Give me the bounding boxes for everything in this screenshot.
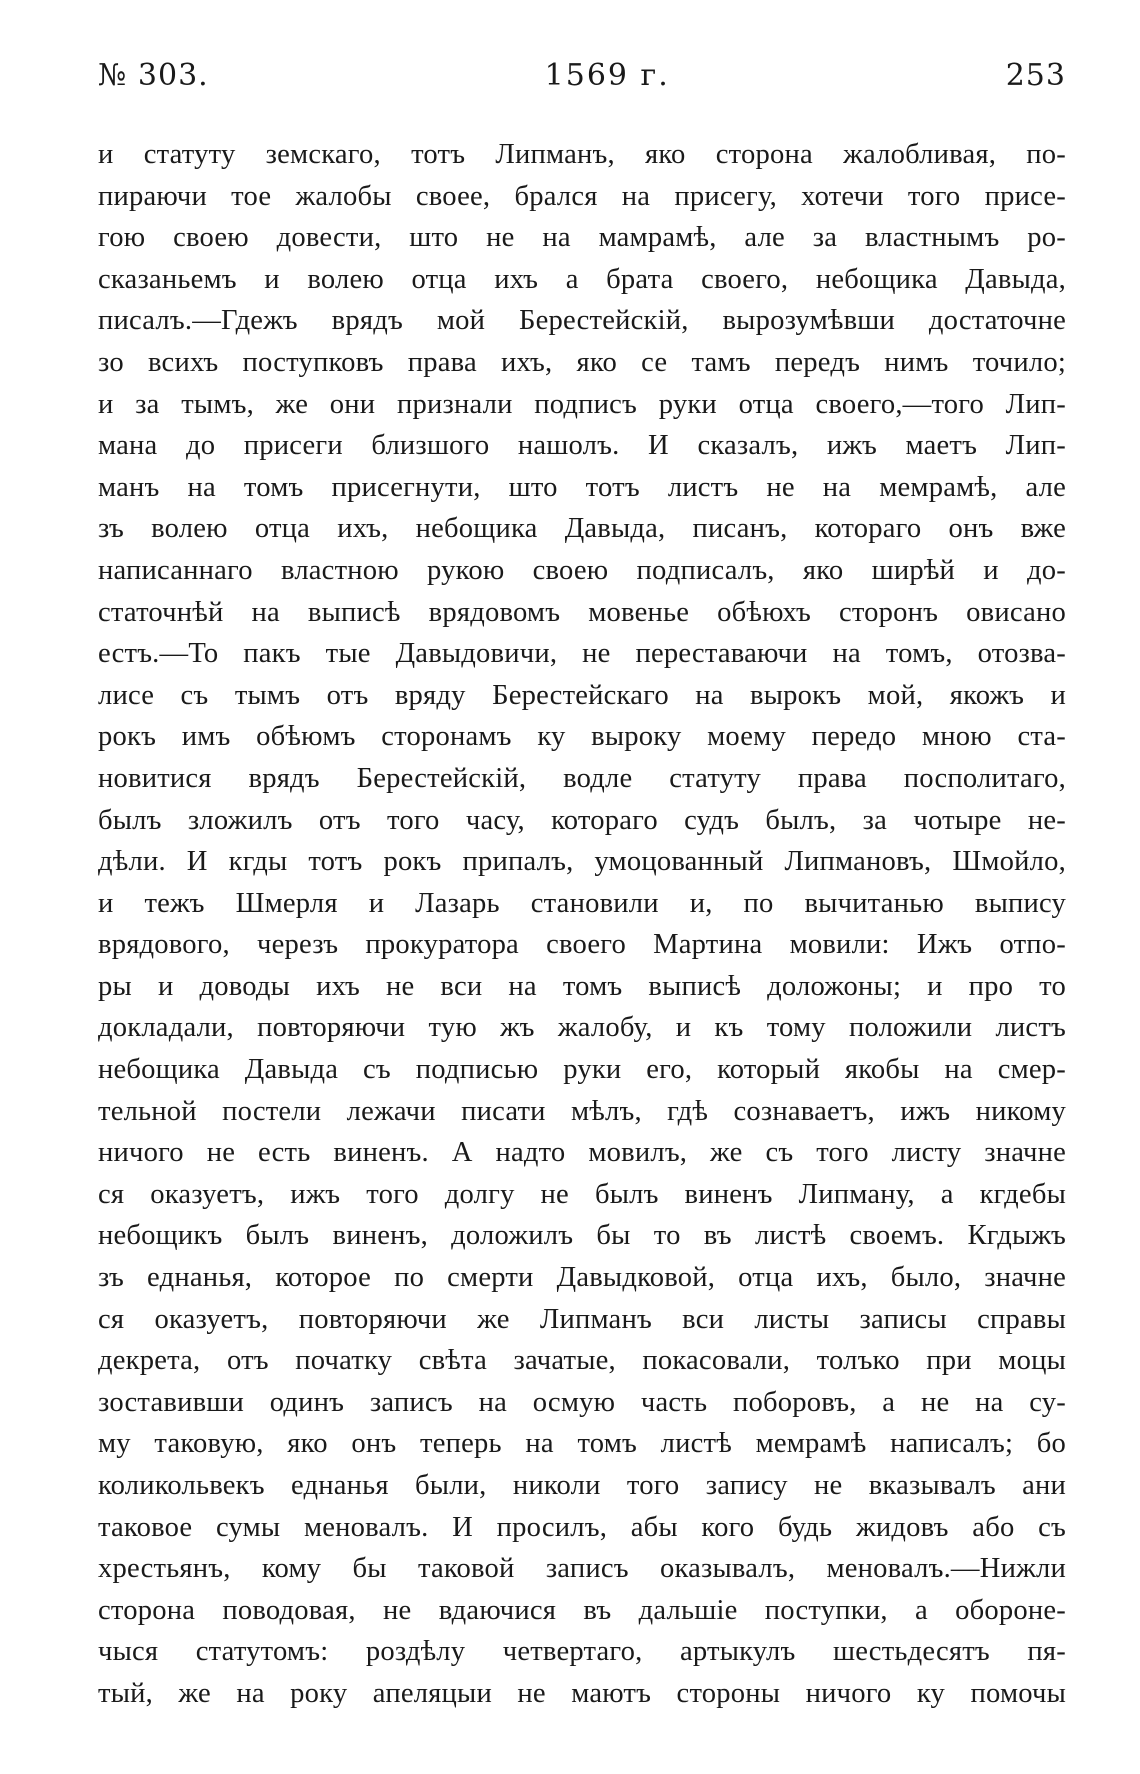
text-line: и за тымъ, же они признали подписъ руки отца своего,—того Лип-: [98, 388, 1066, 420]
text-line: и тежъ Шмерля и Лазарь становили и, по вычитанью выпису: [98, 887, 1066, 919]
text-line: тый, же на року апеляцыи не маютъ стороны ничого ку помочы: [98, 1677, 1066, 1709]
text-line: зъ волею отца ихъ, небощика Давыда, писанъ, котораго онъ вже: [98, 513, 1066, 545]
text-line: новитися врядъ Берестейскій, водле статуту права посполитаго,: [98, 762, 1066, 794]
text-line: былъ зложилъ отъ того часу, котораго судъ былъ, за чотыре не-: [98, 804, 1066, 836]
text-line: му таковую, яко онъ теперь на томъ листѣ мемрамѣ написалъ; бо: [98, 1428, 1066, 1460]
text-line: мана до присеги близшого нашолъ. И сказалъ, ижъ маетъ Лип-: [98, 430, 1066, 462]
text-line: и статуту земскаго, тотъ Липманъ, яко сторона жалобливая, по-: [98, 139, 1066, 170]
text-line: небощика Давыда съ подписью руки его, который якобы на смер-: [98, 1054, 1066, 1086]
document-number: № 303.: [98, 58, 209, 93]
text-line: писалъ.—Гдежъ врядъ мой Берестейскій, вырозумѣвши достаточне: [98, 305, 1066, 337]
text-line: декрета, отъ початку свѣта зачатые, покасовали, толъко при моцы: [98, 1345, 1066, 1377]
text-line: сказаньемъ и волею отца ихъ а брата своего, небощика Давыда,: [98, 263, 1066, 295]
text-line: ся оказуетъ, повторяючи же Липманъ вси листы записы справы: [98, 1303, 1066, 1335]
text-line: небощикъ былъ виненъ, доложилъ бы то въ листѣ своемъ. Кгдыжъ: [98, 1220, 1066, 1252]
document-year: 1569 г.: [544, 58, 670, 93]
text-line: ры и доводы ихъ не вси на томъ выписѣ доложоны; и про то: [98, 970, 1066, 1002]
text-line: пираючи тое жалобы своее, брался на присегу, хотечи того присе-: [98, 180, 1066, 212]
text-line: врядового, черезъ прокуратора своего Мартина мовили: Ижъ отпо-: [98, 929, 1066, 961]
text-line: хрестьянъ, кому бы таковой записъ оказывалъ, меновалъ.—Нижли: [98, 1553, 1066, 1585]
text-line: сторона поводовая, не вдаючися въ дальшіе поступки, а обороне-: [98, 1594, 1066, 1626]
document-page: [98, 58, 1066, 1715]
text-line: манъ на томъ присегнути, што тотъ листъ не на мемрамѣ, але: [98, 471, 1066, 503]
text-line: рокъ имъ обѣюмъ сторонамъ ку выроку моему передо мною ста-: [98, 721, 1066, 753]
text-line: гою своею довести, што не на мамрамѣ, але за властнымъ ро-: [98, 222, 1066, 254]
text-line: зъ еднанья, которое по смерти Давыдковой, отца ихъ, было, значне: [98, 1262, 1066, 1294]
text-line: тельной постели лежачи писати мѣлъ, гдѣ сознаваетъ, ижъ никому: [98, 1095, 1066, 1127]
text-line: статочнѣй на выписѣ врядовомъ мовенье обѣюхъ сторонъ овисано: [98, 596, 1066, 628]
text-line: зо всихъ поступковъ права ихъ, яко се тамъ передъ нимъ точило;: [98, 346, 1066, 378]
body-text: [98, 134, 1066, 1715]
text-line: зоставивши одинъ записъ на осмую часть поборовъ, а не на су-: [98, 1386, 1066, 1418]
text-line: ничого не есть виненъ. А надто мовилъ, же съ того листу значне: [98, 1137, 1066, 1169]
text-line: написаннаго властною рукою своею подписалъ, яко ширѣй и до-: [98, 554, 1066, 586]
text-line: чыся статутомъ: роздѣлу четвертаго, артыкулъ шестьдесятъ пя-: [98, 1636, 1066, 1668]
page-number: 253: [1005, 58, 1066, 93]
text-line: ся оказуетъ, ижъ того долгу не былъ виненъ Липману, а кгдебы: [98, 1178, 1066, 1210]
text-line: дѣли. И кгды тотъ рокъ припалъ, умоцованный Липмановъ, Шмойло,: [98, 846, 1066, 878]
text-line: таковое сумы меновалъ. И просилъ, абы кого будь жидовъ або съ: [98, 1511, 1066, 1543]
text-line: коликольвекъ еднанья были, николи того запису не вказывалъ ани: [98, 1470, 1066, 1501]
text-line: лисе съ тымъ отъ вряду Берестейскаго на вырокъ мой, якожъ и: [98, 679, 1066, 711]
page-header: [98, 58, 1066, 108]
text-line: естъ.—То пакъ тые Давыдовичи, не переставаючи на томъ, отозва-: [98, 638, 1066, 670]
text-line: докладали, повторяючи тую жъ жалобу, и къ тому положили листъ: [98, 1012, 1066, 1044]
